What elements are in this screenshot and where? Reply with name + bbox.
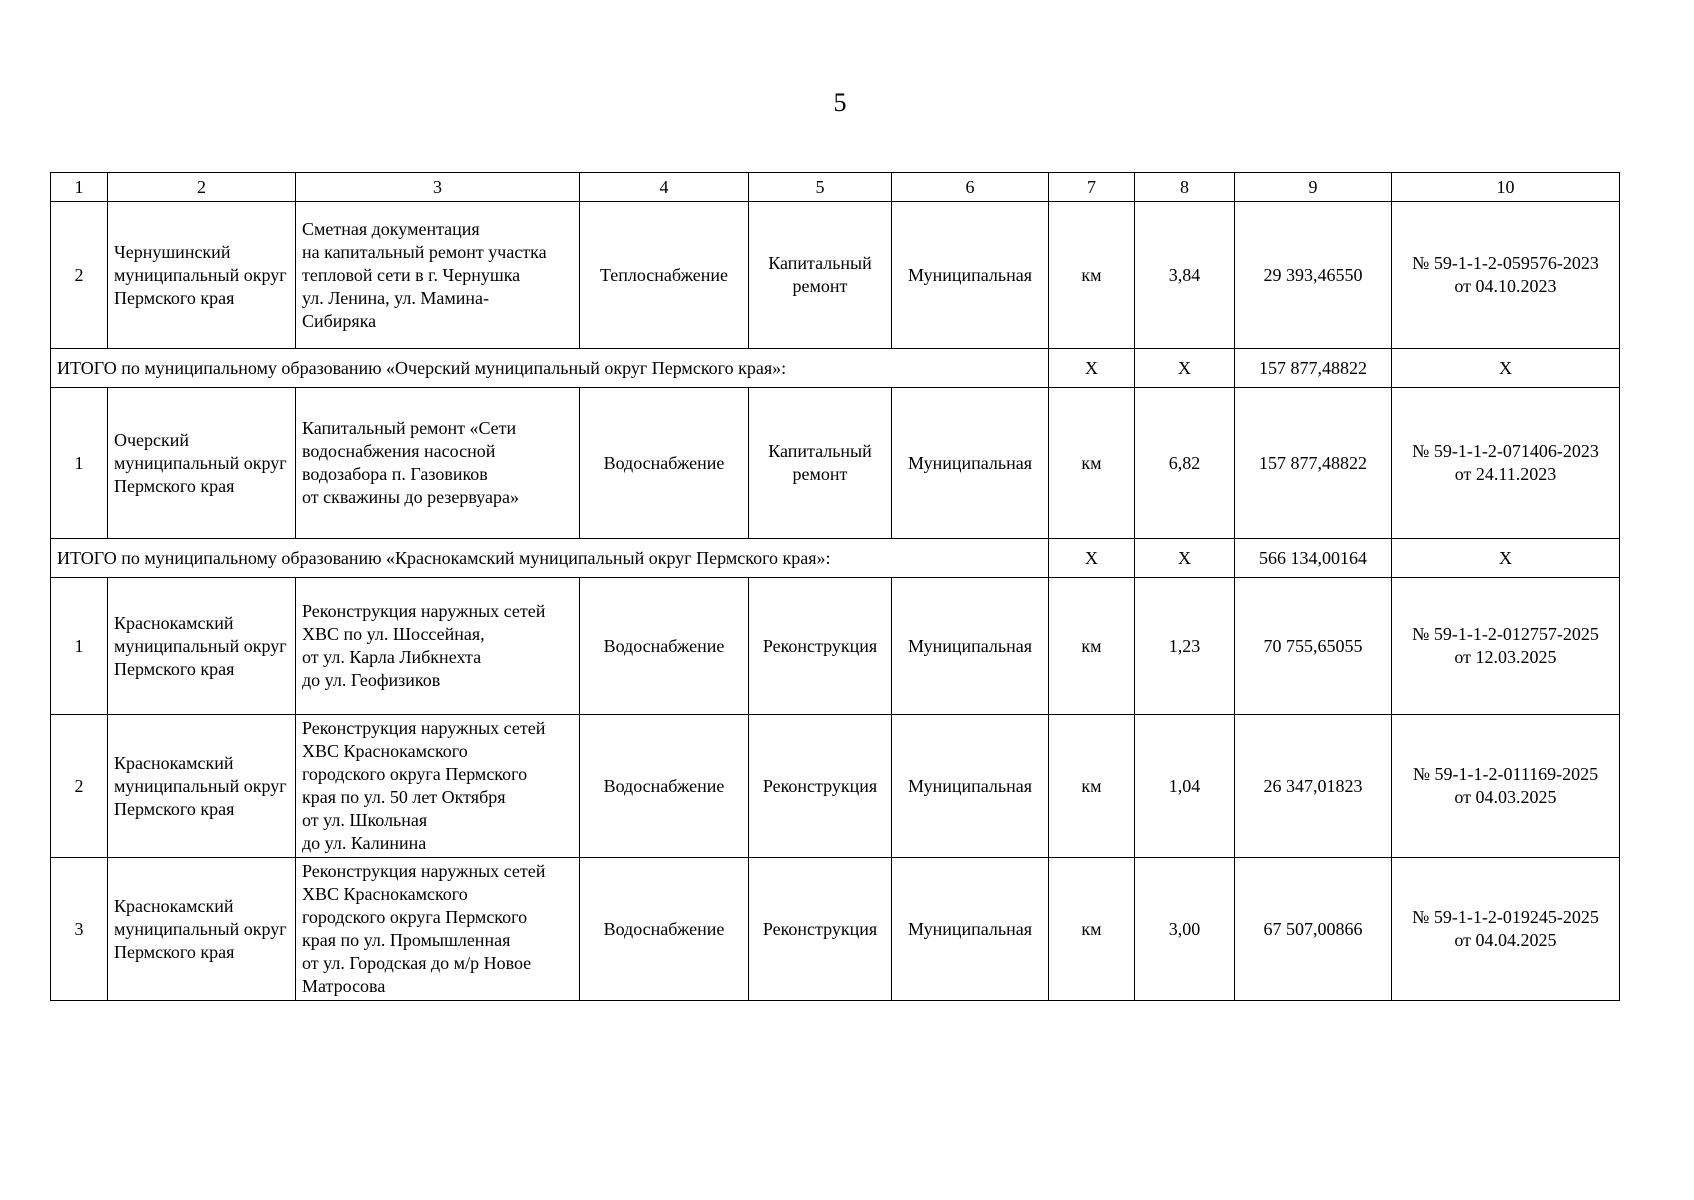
- expertise-date: от 04.04.2025: [1454, 930, 1557, 950]
- table-row: [51, 578, 1620, 715]
- column-number: 5: [749, 173, 892, 202]
- expertise-cell: X: [1392, 349, 1620, 388]
- object-line: водоснабжения насосной: [302, 441, 496, 461]
- total-row: [51, 349, 1620, 388]
- municipality-cell: Краснокамский муниципальный округ Пермского края: [108, 715, 296, 858]
- object-line: ХВС Краснокамского: [302, 741, 468, 761]
- expertise-cell: [1392, 202, 1620, 349]
- object-line: на капитальный ремонт участка: [302, 241, 547, 262]
- expertise-number: № 59-1-1-2-019245-2025: [1412, 907, 1599, 927]
- object-line: до ул. Калинина: [302, 833, 427, 853]
- ownership-cell: Муниципальная: [892, 858, 1049, 1001]
- municipality-cell: Чернушинский муниципальный округ Пермского края: [108, 202, 296, 349]
- object-line: Реконструкция наружных сетей: [302, 718, 546, 738]
- work-cell: Капитальный ремонт: [749, 202, 892, 349]
- object-name-cell: [296, 202, 580, 349]
- quantity-cell: 3,00: [1135, 858, 1235, 1001]
- row-number: 3: [51, 858, 108, 1001]
- row-number: 1: [51, 578, 108, 715]
- expertise-cell: [1392, 388, 1620, 539]
- ownership-cell: Муниципальная: [892, 578, 1049, 715]
- ownership-cell: Муниципальная: [892, 202, 1049, 349]
- unit-cell: X: [1049, 539, 1135, 578]
- ownership-cell: Муниципальная: [892, 715, 1049, 858]
- expertise-cell: [1392, 715, 1620, 858]
- quantity-cell: 1,23: [1135, 578, 1235, 715]
- object-line: ХВС Краснокамского: [302, 884, 468, 904]
- work-cell: Реконструкция: [749, 858, 892, 1001]
- unit-cell: X: [1049, 349, 1135, 388]
- work-cell: Капитальный ремонт: [749, 388, 892, 539]
- object-line: от ул. Карла Либкнехта: [302, 647, 482, 667]
- object-line: ХВС по ул. Шоссейная,: [302, 624, 485, 644]
- expertise-date: от 04.03.2025: [1454, 787, 1557, 807]
- page-number: 5: [833, 88, 847, 117]
- type-cell: Теплоснабжение: [580, 202, 749, 349]
- cost-cell: 67 507,00866: [1235, 858, 1392, 1001]
- table-header-row: [51, 173, 1620, 202]
- ownership-cell: Муниципальная: [892, 388, 1049, 539]
- column-number: 9: [1235, 173, 1392, 202]
- row-number: 2: [51, 715, 108, 858]
- unit-cell: км: [1049, 578, 1135, 715]
- type-cell: Водоснабжение: [580, 578, 749, 715]
- object-name-cell: [296, 715, 580, 858]
- unit-cell: км: [1049, 388, 1135, 539]
- cost-cell: 70 755,65055: [1235, 578, 1392, 715]
- table-row: [51, 858, 1620, 1001]
- object-line: Реконструкция наружных сетей: [302, 601, 546, 621]
- expertise-date: от 24.11.2023: [1454, 464, 1557, 484]
- object-line: тепловой сети в г. Чернушка: [302, 264, 521, 285]
- municipality-cell: Очерский муниципальный округ Пермского края: [108, 388, 296, 539]
- expertise-cell: X: [1392, 539, 1620, 578]
- municipality-cell: Краснокамский муниципальный округ Пермского края: [108, 858, 296, 1001]
- expertise-number: № 59-1-1-2-012757-2025: [1412, 624, 1599, 644]
- unit-cell: км: [1049, 202, 1135, 349]
- expertise-number: № 59-1-1-2-071406-2023: [1412, 441, 1599, 461]
- column-number: 6: [892, 173, 1049, 202]
- cost-cell: 26 347,01823: [1235, 715, 1392, 858]
- column-number: 4: [580, 173, 749, 202]
- object-line: от ул. Школьная: [302, 810, 428, 830]
- expertise-cell: [1392, 578, 1620, 715]
- object-line: ул. Ленина, ул. Мамина-: [302, 287, 489, 308]
- quantity-cell: X: [1135, 539, 1235, 578]
- object-line: Матросова: [302, 976, 386, 996]
- table-row: [51, 388, 1620, 539]
- column-number: 8: [1135, 173, 1235, 202]
- cost-cell: 157 877,48822: [1235, 349, 1392, 388]
- expertise-number: № 59-1-1-2-059576-2023: [1412, 253, 1599, 273]
- object-name-cell: [296, 578, 580, 715]
- column-number: 3: [296, 173, 580, 202]
- object-line: края по ул. Промышленная: [302, 930, 511, 950]
- table-row: [51, 202, 1620, 349]
- expertise-date: от 04.10.2023: [1454, 276, 1557, 296]
- row-number: 1: [51, 388, 108, 539]
- expertise-number: № 59-1-1-2-011169-2025: [1412, 764, 1599, 784]
- row-number: 2: [51, 202, 108, 349]
- object-line: Сметная документация: [302, 218, 480, 239]
- object-line: Реконструкция наружных сетей: [302, 861, 546, 881]
- cost-cell: 157 877,48822: [1235, 388, 1392, 539]
- object-line: Капитальный ремонт «Сети: [302, 418, 517, 438]
- column-number: 1: [51, 173, 108, 202]
- expertise-cell: [1392, 858, 1620, 1001]
- table-row: [51, 715, 1620, 858]
- quantity-cell: 6,82: [1135, 388, 1235, 539]
- object-line: Сибиряка: [302, 310, 377, 331]
- type-cell: Водоснабжение: [580, 858, 749, 1001]
- object-line: от ул. Городская до м/р Новое: [302, 953, 532, 973]
- quantity-cell: 1,04: [1135, 715, 1235, 858]
- object-line: края по ул. 50 лет Октября: [302, 787, 506, 807]
- total-label: ИТОГО по муниципальному образованию «Краснокамский муниципальный округ Пермского края»:: [51, 539, 1049, 578]
- total-label: ИТОГО по муниципальному образованию «Очерский муниципальный округ Пермского края»:: [51, 349, 1049, 388]
- expertise-date: от 12.03.2025: [1454, 647, 1557, 667]
- object-line: городского округа Пермского: [302, 907, 528, 927]
- object-line: от скважины до резервуара»: [302, 487, 520, 507]
- unit-cell: км: [1049, 715, 1135, 858]
- object-line: городского округа Пермского: [302, 764, 528, 784]
- type-cell: Водоснабжение: [580, 388, 749, 539]
- quantity-cell: 3,84: [1135, 202, 1235, 349]
- work-cell: Реконструкция: [749, 578, 892, 715]
- municipality-cell: Краснокамский муниципальный округ Пермского края: [108, 578, 296, 715]
- type-cell: Водоснабжение: [580, 715, 749, 858]
- cost-cell: 566 134,00164: [1235, 539, 1392, 578]
- objects-table: [50, 172, 1620, 1001]
- work-cell: Реконструкция: [749, 715, 892, 858]
- cost-cell: 29 393,46550: [1235, 202, 1392, 349]
- column-number: 7: [1049, 173, 1135, 202]
- quantity-cell: X: [1135, 349, 1235, 388]
- object-name-cell: [296, 388, 580, 539]
- total-row: [51, 539, 1620, 578]
- column-number: 10: [1392, 173, 1620, 202]
- unit-cell: км: [1049, 858, 1135, 1001]
- column-number: 2: [108, 173, 296, 202]
- object-name-cell: [296, 858, 580, 1001]
- object-line: водозабора п. Газовиков: [302, 464, 488, 484]
- object-line: до ул. Геофизиков: [302, 670, 441, 690]
